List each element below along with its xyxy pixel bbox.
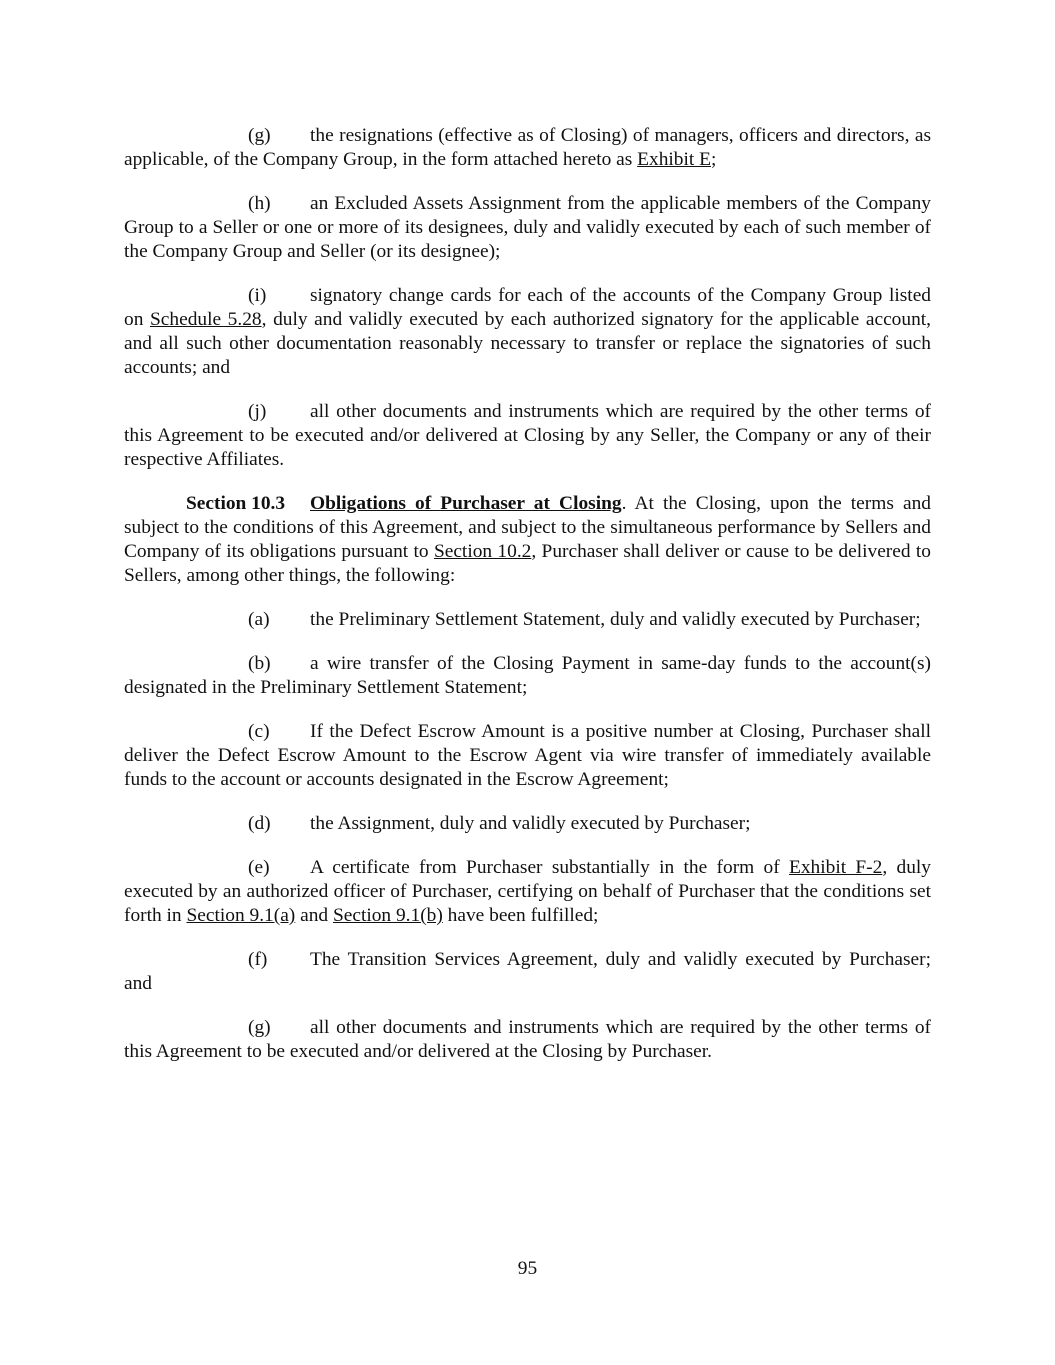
item-label: (b) [248, 653, 271, 674]
item-text: the Preliminary Settlement Statement, duly and validly executed by Purchaser; [310, 609, 921, 630]
item-b-wire-transfer [124, 652, 931, 700]
section-10-2-link[interactable]: Section 10.2 [433, 541, 532, 562]
item-text: all other documents and instruments which are required by the other terms of this Agreement to be executed and/or delivered at the Closing by Purchaser. [124, 1017, 931, 1062]
section-9-1-b-link[interactable]: Section 9.1(b) [332, 905, 443, 926]
schedule-5-28-link[interactable]: Schedule 5.28 [150, 309, 262, 330]
item-text: a wire transfer of the Closing Payment in same-day funds to the account(s) designated in the Preliminary Settlement Statement; [124, 653, 931, 698]
item-text: The Transition Services Agreement, duly and validly executed by Purchaser; and [124, 949, 931, 994]
item-text: an Excluded Assets Assignment from the applicable members of the Company Group to a Seller or one or more of its designees, duly and validly executed by each of such member of the Company Group and Seller (or its designee); [124, 193, 931, 262]
item-text: A certificate from Purchaser substantially in the form of [310, 857, 789, 878]
item-label: (d) [248, 813, 271, 834]
item-d-assignment [124, 812, 931, 836]
section-9-1-a-link[interactable]: Section 9.1(a) [186, 905, 296, 926]
section-10-3-paragraph [124, 492, 931, 588]
exhibit-f-2-link[interactable]: Exhibit F-2 [789, 857, 883, 878]
section-number: Section 10.3 [186, 493, 286, 514]
item-c-defect-escrow [124, 720, 931, 792]
paragraph-i-signatory-cards [124, 284, 931, 380]
page-number: 95 [517, 1258, 538, 1279]
item-a-settlement-statement [124, 608, 931, 632]
item-label: (a) [248, 609, 270, 630]
section-text: , Purchaser shall deliver or cause to be delivered to Sellers, among other things, the following: [124, 541, 931, 586]
exhibit-e-link[interactable]: Exhibit E [637, 149, 711, 170]
item-text: If the Defect Escrow Amount is a positive number at Closing, Purchaser shall deliver the Defect Escrow Amount to the Escrow Agent via wire transfer of immediately available funds to the account or accounts designated in the Escrow Agreement; [124, 721, 931, 790]
item-label: (f) [248, 949, 268, 970]
item-label: (g) [248, 125, 271, 146]
item-text: ; [710, 149, 717, 170]
paragraph-h-excluded-assets [124, 192, 931, 264]
item-label: (j) [248, 401, 267, 422]
item-text: , duly executed by an authorized officer of Purchaser, certifying on behalf of Purchaser that the conditions set forth in [124, 857, 931, 926]
item-text: all other documents and instruments which are required by the other terms of this Agreement to be executed and/or delivered at Closing by any Seller, the Company or any of their respective Affiliates. [124, 401, 931, 470]
item-label: (i) [248, 285, 267, 306]
document-page [124, 124, 931, 1084]
item-text: have been fulfilled; [442, 905, 599, 926]
item-label: (g) [248, 1017, 271, 1038]
item-text: the Assignment, duly and validly executed by Purchaser; [310, 813, 751, 834]
item-g-other-documents [124, 1016, 931, 1064]
paragraph-j-other-documents [124, 400, 931, 472]
section-text: . At the Closing, upon the terms and subject to the conditions of this Agreement, and subject to the simultaneous performance by Sellers and Company of its obligations pursuant to [124, 493, 931, 562]
item-label: (c) [248, 721, 270, 742]
item-text: , duly and validly executed by each authorized signatory for the applicable account, and all such other documentation reasonably necessary to transfer or replace the signatories of such accounts; and [124, 309, 931, 378]
item-text: signatory change cards for each of the accounts of the Company Group listed on [124, 285, 931, 330]
item-text: the resignations (effective as of Closing) of managers, officers and directors, as applicable, of the Company Group, in the form attached hereto as [124, 125, 931, 170]
section-title: Obligations of Purchaser at Closing [310, 493, 622, 514]
item-text: and [295, 905, 333, 926]
item-label: (h) [248, 193, 271, 214]
item-label: (e) [248, 857, 270, 878]
item-f-transition-services [124, 948, 931, 996]
paragraph-g-resignations [124, 124, 931, 172]
item-e-certificate [124, 856, 931, 928]
